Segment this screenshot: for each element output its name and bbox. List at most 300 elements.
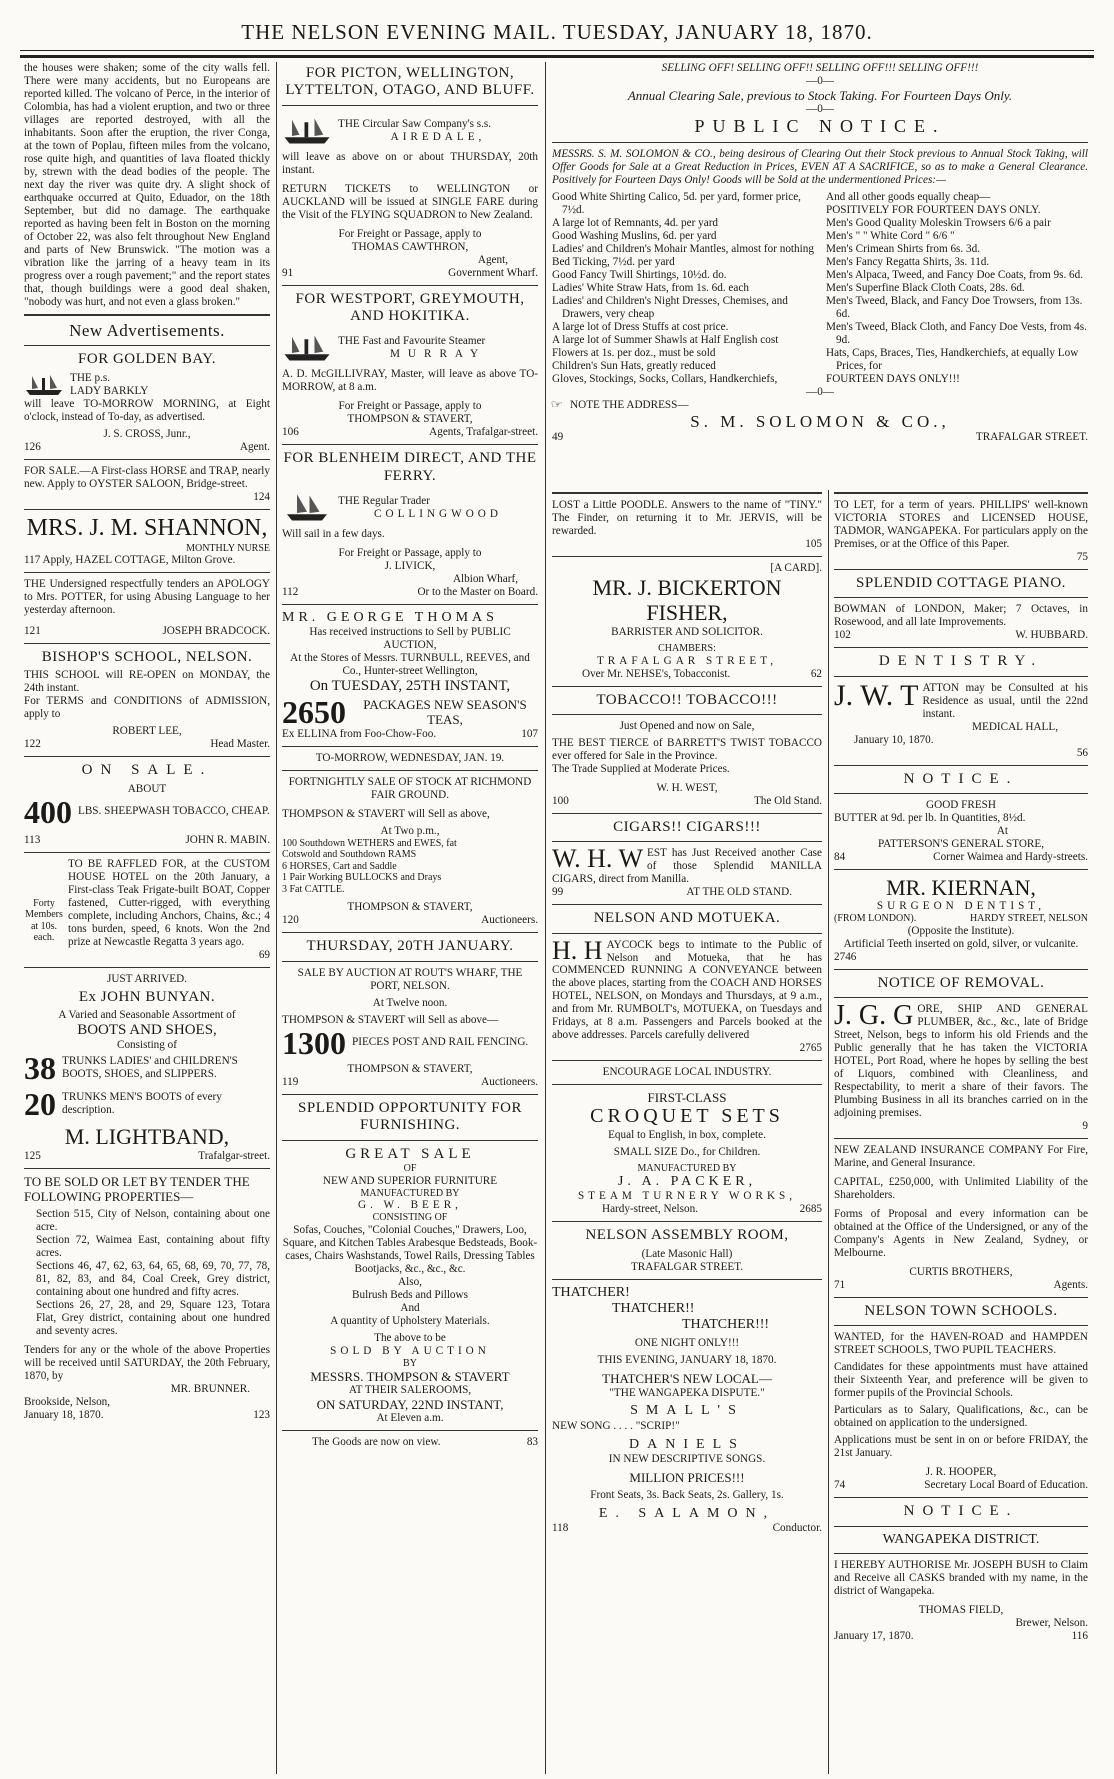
ad-number: 125 [24,1149,41,1162]
price-list-item: Men's Superfine Black Cloth Coats, 28s. 6d. [826,281,1025,294]
ad-number: 49 [552,431,564,444]
ad-address: Albion Wharf, [452,573,518,586]
ad-body: AYCOCK begs to intimate to the Public of Nelson and Motueka, that he has COMMENCED RUNNING A CONVEYANCE between the above places, starting from the COACH AND HORSES HOTEL, NELSON, on Mondays and Thursdays, at 9 a.m., and from Mr. RUMBOLT's, MOTUEKA, on Tuesdays and Fridays, at 8 a.m. Passengers and Parcels booked at the above addresses. Parcels carefully delivered [552,938,822,1042]
ad-body: 117 Apply, HAZEL COTTAGE, Milton Grove. [24,554,236,567]
ad-bishops-school [24,649,270,751]
ad-cigars [552,819,822,899]
ad-maker: J. A. PACKER, [617,1174,757,1190]
ad-body: A. D. McGILLIVRAY, Master, will leave as above TO-MORROW, at 8 a.m. [282,368,538,394]
ad-number: 119 [282,1075,299,1088]
ad-role: Agents, Trafalgar-street. [429,426,538,439]
ad-number: 113 [24,833,41,846]
ad-tobacco [552,692,822,808]
ad-wangapeka-notice [834,1503,1088,1643]
ad-heading: NOTICE. [903,770,1019,787]
ad-heading: DENTISTRY. [878,653,1044,670]
ad-heading: NELSON ASSEMBLY ROOM, [585,1227,789,1244]
ad-body: TRUNKS LADIES' and CHILDREN'S BOOTS, SHOES, and SLIPPERS. [62,1055,238,1081]
divider [834,676,1088,677]
ad-title: THATCHER!!! [682,1317,770,1333]
ad-number: 126 [24,440,41,453]
divider [24,756,270,757]
ad-body: LBS. SHEEPWASH TOBACCO, CHEAP. [78,805,270,818]
ad-signature: THOMPSON & STAVERT, [347,1062,473,1075]
ad-prices: Front Seats, 3s. Back Seats, 2s. Gallery, 1s. [590,1489,784,1501]
ad-on-sale [24,762,270,846]
ad-body: THE BEST TIERCE of BARRETT'S TWIST TOBACCO ever offered for Sale in the Province. [552,736,822,762]
ad-signature: J. S. CROSS, Junr., [103,427,191,440]
divider [24,314,270,316]
ad-heading: FOR PICTON, WELLINGTON, LYTTELTON, OTAGO, AND BLUFF. [285,65,535,99]
ad-heading: GREAT SALE [345,1145,475,1162]
ad-subheading: GOOD FRESH [926,798,996,811]
ad-number: 124 [253,490,270,503]
ad-number: 123 [253,1408,270,1421]
divider [552,1084,822,1085]
ad-heading: FOR BLENHEIM DIRECT, AND THE FERRY. [283,450,537,484]
divider [834,1526,1088,1527]
ad-heading: JUST ARRIVED. [107,972,187,985]
divider [24,459,270,460]
ad-heading: ENCOURAGE LOCAL INDUSTRY. [602,1066,772,1079]
ad-body: TO BE RAFFLED FOR, at the CUSTOM HOUSE HOTEL on the 20th January, a First-class Teak Frigate-built BOAT, Copper fastened, Cutter-rigged, with everything complete, including Anchors, Chains, &c.; 4 tons burden, speed, 6 knots. Won the 2nd prize at Newcastle Regatta 3 years ago. [68,857,270,948]
ad-westport [282,291,538,440]
ad-text: MANUFACTURED BY [360,1187,460,1199]
ad-time: At Twelve noon. [372,996,448,1009]
divider [552,714,822,715]
divider [834,1553,1088,1554]
ad-subheading: MILLION PRICES!!! [629,1469,745,1485]
news-article: the houses were shaken; some of the city walls fell. There were many accidents, but no Europeans are reported killed. The volcano of Perce, in the interior of Colombia, has had a violent eruption, and two or three villages are reported destroyed, with all the inhabitants. Soon after the eruption, the river Conga, at the town of Poplau, fifteen miles from the volcano, rose quite high, and quantities of lava floated thickly by, strewn with the dead bodies of the people. The next day the river was quite dry. A slight shock of earthquake occurred at Quito, Eduador, on the 18th September, but did no damage. The earthquake reported as having been felt in Boston on the morning of October 22, was also felt throughout New England and parts of New Brunswick. "The motion was a vibration like the jarring of a heavy team in its progress over a rough pavement;" and the report states that, though buildings were a good deal shaken, "nobody was hurt, and not even a glass broken." [24,62,270,308]
ad-body: SMALL SIZE Do., for Children. [613,1145,761,1158]
divider [282,604,538,605]
ad-signature: JOSEPH BRADCOCK. [162,625,270,638]
ad-address: HARDY STREET, NELSON [969,913,1088,925]
ad-number: 122 [24,738,41,751]
ad-body: Bulrush Beds and Pillows [352,1288,468,1301]
ad-subheading: NEW AND SUPERIOR FURNITURE [322,1174,498,1187]
ad-body: FOR SALE.—A First-class HORSE and TRAP, nearly new. Apply to OYSTER SALOON, Bridge-street. [24,464,270,490]
ad-number: 9 [1082,1120,1088,1133]
divider [834,765,1088,766]
divider [282,770,538,771]
ad-butter-notice [834,771,1088,864]
ad-role: Auctioneers. [481,914,538,927]
ad-body: Sofas, Couches, "Colonial Couches," Drawers, Loo, Square, and Kitchen Tables Arabesque Bedsteads, Book-cases, Chairs Washstands, Towel Rails, Dressing Tables Bootjacks, &c., &c., &c. [282,1223,538,1275]
ad-signature: M. LIGHTBAND, [64,1124,230,1150]
ad-sidebar: Forty Members at 10s. each. [25,897,63,944]
ad-role: Agent. [239,440,270,453]
ad-role: SURGEON DENTIST, [876,900,1046,913]
price-list-item: Men's Alpaca, Tweed, and Fancy Doe Coats, from 9s. 6d. [826,268,1084,281]
divider [24,1168,270,1169]
newspaper-title: THE NELSON EVENING MAIL. TUESDAY, JANUARY 18, 1870. [241,20,873,44]
ad-text: NEW SONG . . . . "SCRIP!" [552,1419,680,1432]
masthead-rule-thick [20,55,1094,58]
ad-number: 121 [24,625,41,638]
ad-text: MANUFACTURED BY [637,1162,737,1174]
ad-heading: SPLENDID COTTAGE PIANO. [856,574,1066,591]
ad-text: CONSISTING OF [372,1212,448,1224]
divider [834,569,1088,570]
ad-body: BOWMAN of LONDON, Maker; 7 Octaves, in Rosewood, and all late Improvements. [834,603,1088,629]
ad-item: Section 72, Waimea East, containing about fifty acres. [36,1233,270,1259]
ad-text: For Freight or Passage, apply to [338,400,482,413]
divider [552,1221,822,1222]
divider [552,904,822,905]
ad-role: BARRISTER AND SOLICITOR. [611,625,763,638]
ad-date: January 18, 1870. [24,1408,104,1421]
ad-body: Artificial Teeth inserted on gold, silver, or vulcanite. [843,937,1079,950]
ad-name: MR. GEORGE THOMAS [282,610,498,626]
ad-motueka [552,910,822,1055]
ornament: —0— [806,74,834,87]
divider [834,1138,1088,1139]
ad-initials: J. G. G [834,1000,914,1032]
ad-text: BY [403,1357,417,1369]
price-list-item: Men's Tweed, Black Cloth, and Fancy Doe Vests, from 4s. 9d. [826,320,1087,346]
price-list-item: Flowers at 1s. per doz., must be sold [552,346,716,359]
ad-item: 3 Fat CATTLE. [282,883,345,895]
steamship-icon [24,372,64,398]
quantity: 38 [24,1050,56,1087]
ad-body: THOMPSON & STAVERT will Sell as above— [282,1013,499,1026]
divider [552,841,822,842]
ad-title: CROQUET SETS [590,1105,784,1128]
price-list-item: Ladies' and Children's Night Dresses, Chemises, and Drawers, very cheap [552,294,788,320]
divider [282,932,538,933]
ornament: —0— [806,103,834,116]
ad-place: MEDICAL HALL, [972,720,1058,733]
ad-number: 83 [526,1436,538,1449]
price-list-item: Good Fancy Twill Shirtings, 10½d. do. [552,268,727,281]
ad-signature: J. R. HOOPER, [925,1466,997,1479]
ad-name: MR. KIERNAN, [886,874,1036,900]
divider [24,345,270,346]
ad-number: 118 [552,1522,569,1535]
divider [24,852,270,853]
column-3 [552,492,822,1774]
ad-body: Will sail in a few days. [282,528,385,541]
ad-subheading: FORTNIGHTLY SALE OF STOCK AT RICHMOND FAIR GROUND. [288,775,532,801]
quantity: 400 [24,793,72,830]
ship-name: COLLINGWOOD [374,508,502,521]
ad-body: Particulars as to Salary, Qualifications, &c., can be obtained on application to the undersigned. [834,1404,1088,1430]
ad-text: Consisting of [117,1039,177,1052]
ad-date: ON SATURDAY, 22ND INSTANT, [316,1397,504,1413]
ad-text: For Freight or Passage, apply to [338,227,482,240]
ad-assembly-room [552,1227,822,1535]
price-list-item: A large lot of Remnants, 4d. per yard [552,216,719,229]
ad-initials: J. W. T [834,678,919,712]
ad-text: AT THEIR SALEROOMS, [348,1384,472,1397]
ad-signature: MR. BRUNNER. [170,1382,250,1395]
ad-signature: W. H. WEST, [656,781,718,794]
ad-number: 116 [1071,1629,1088,1642]
ad-heading: BISHOP'S SCHOOL, NELSON. [41,649,253,666]
ad-text: OF [403,1162,417,1174]
ad-role: Head Master. [210,738,270,751]
ad-heading: NOTICE OF REMOVAL. [877,974,1045,991]
ad-routs-wharf [282,938,538,1088]
ad-body: THOMPSON & STAVERT will Sell as above, [282,807,490,820]
ad-body: TRUNKS MEN'S BOOTS of every description. [62,1091,222,1117]
ad-signature: ROBERT LEE, [112,725,182,738]
divider [552,813,822,814]
ad-intro: THE Fast and Favourite Steamer [338,335,486,348]
ad-text: ABOUT [127,782,167,795]
ad-item: 100 Southdown WETHERS and EWES, fat [282,837,457,849]
ad-role: Auctioneers. [481,1075,538,1088]
column-divider [276,62,277,1774]
ad-body: ORE, SHIP AND GENERAL PLUMBER, &c., &c., late of Bridge Street, Nelson, begs to inform his old Friends and the Public generally that he has taken the VICTORIA HOTEL, Port Road, where he hopes by selling the best of Liquors, combined with Cleanliness, and Respectability, to merit a share of their favors. The Plumbing Business in all its branches carried on in the adjoining premises. [834,1003,1088,1120]
ad-body: NEW ZEALAND INSURANCE COMPANY For Fire, Marine, and General Insurance. [834,1144,1088,1170]
ad-body: Has received instructions to Sell by PUBLIC AUCTION, [309,626,511,652]
ship-name: AIREDALE, [390,130,486,143]
price-list-item: Ladies' White Straw Hats, from 1s. 6d. each [552,281,749,294]
ad-body: Applications must be sent in on or before FRIDAY, the 21st January. [834,1434,1088,1460]
ad-firm: S. M. SOLOMON & CO., [690,411,950,431]
price-list-item: A large lot of Dress Stuffs at cost price. [552,320,729,333]
ad-text: A Varied and Seasonable Assortment of [58,1008,236,1021]
divider [282,285,538,286]
price-list-item: Hats, Caps, Braces, Ties, Handkerchiefs, at equally Low Prices, for [826,346,1079,372]
ad-text: ONE NIGHT ONLY!!! [634,1337,740,1350]
ad-text: The above to be [374,1331,446,1344]
ad-item: Cotswold and Southdown RAMS [282,849,417,861]
divider [282,1430,538,1431]
ad-initials: H. H [552,935,603,965]
ad-number: 84 [834,850,846,863]
column-1 [24,62,270,1774]
divider [24,509,270,510]
divider [552,142,1088,143]
ad-heading: TOBACCO!! TOBACCO!!! [596,691,778,708]
schooner-icon [282,488,332,528]
ad-subheading: Just Opened and now on Sale, [619,719,755,732]
divider [552,492,822,494]
divider [24,643,270,644]
divider [834,969,1088,970]
ad-signature: JOHN R. MABIN. [185,833,270,846]
ad-fisher [552,562,822,681]
ad-heading: FOR WESTPORT, GREYMOUTH, AND HOKITIKA. [295,290,525,325]
ad-subheading: THATCHER'S NEW LOCAL— [602,1371,772,1387]
ad-address: Trafalgar-street. [198,1149,270,1162]
ad-removal [834,975,1088,1133]
ad-body: will leave as above on or about THURSDAY, 20th instant. [282,150,538,176]
ad-role: MONTHLY NURSE [186,542,270,554]
ad-body: will leave TO-MORROW MORNING, at Eight o'clock, instead of To-day, as advertised. [24,397,270,423]
ad-richmond [282,752,538,928]
ad-signature: W. HUBBARD. [1015,629,1088,642]
ad-body: At the Stores of Messrs. TURNBULL, REEVES, and Co., Hunter-street Wellington, [290,652,530,678]
ad-body: PACKAGES NEW SEASON'S TEAS, [363,696,527,727]
ad-signature: THOMAS CAWTHRON, [351,240,469,253]
price-list-item: Gloves, Stockings, Socks, Collars, Handkerchiefs, [552,372,778,385]
ad-firm: STEAM TURNERY WORKS, [577,1190,797,1203]
ad-picton [282,65,538,280]
ad-body: EST has Just Received another Case of those Splendid MANILLA CIGARS, direct from Manilla. [552,847,822,886]
ad-body: LOST a Little POODLE. Answers to the name of "TINY." The Finder, on returning it to Mr. JERVIS, will be rewarded. [552,499,822,537]
ad-date: THIS EVENING, JANUARY 18, 1870. [597,1354,777,1367]
ad-body: WANTED, for the HAVEN-ROAD and HAMPDEN STREET SCHOOLS, TWO PUPIL TEACHERS. [834,1331,1088,1357]
price-list-left [552,191,814,386]
ad-number: 62 [810,667,822,680]
ad-body: CAPITAL, £250,000, with Unlimited Liability of the Shareholders. [834,1176,1088,1202]
ad-number: 105 [805,537,822,550]
price-list-item: Good White Shirting Calico, 5d. per yard, former price, 7½d. [552,190,801,216]
ad-intro: THE Regular Trader [338,495,430,508]
ad-town-schools [834,1303,1088,1492]
ad-banner: SELLING OFF! SELLING OFF!! SELLING OFF!!! SELLING OFF!!! [661,62,979,74]
column-divider [545,62,546,1774]
ad-address: TRAFALGAR STREET. [630,1260,744,1273]
divider [282,444,538,445]
ad-heading: CIGARS!! CIGARS!!! [613,818,761,835]
ad-number: 2746 [834,950,857,963]
ad-item: Sections 26, 27, 28, and 29, Square 123, Totara Flat, Grey district, containing about one hundred and seventy acres. [36,1298,270,1337]
ad-body: PIECES POST AND RAIL FENCING. [352,1036,529,1049]
ad-date: January 17, 1870. [834,1629,914,1642]
ad-body: RETURN TICKETS to WELLINGTON or AUCKLAND will be issued at SINGLE FARE during the Visit of the FLYING SQUADRON to New Zealand. [282,182,538,221]
ad-lost-poodle [552,499,822,551]
ad-maker: G. W. BEER, [358,1199,462,1212]
ad-heading: SOLD BY AUCTION [330,1344,490,1357]
ad-firm: MESSRS. THOMPSON & STAVERT [310,1369,510,1385]
ad-heading: BOOTS AND SHOES, [77,1021,217,1038]
ad-label: [A CARD]. [770,561,822,574]
ad-furniture-sale [282,1100,538,1449]
ad-address: Or to the Master on Board. [417,586,538,599]
ad-piano [834,575,1088,642]
ad-item: Sections 46, 47, 62, 63, 64, 65, 68, 69, 70, 77, 78, 81, 82, 83, and 84, Coal Creek, Grey district, containing about one hundred and fifty acres. [36,1259,270,1298]
ad-solomon [552,62,1088,492]
ad-title: THATCHER!! [612,1300,695,1316]
ad-role: Agents. [1053,1279,1088,1292]
ad-blenheim [282,450,538,599]
ad-body: Equal to English, in box, complete. [608,1128,766,1141]
ad-intro: THE Circular Saw Company's s.s. [338,117,492,130]
ad-item: Section 515, City of Nelson, containing about one acre. [36,1207,270,1233]
ad-address: Government Wharf. [448,266,538,279]
ad-time: At Eleven a.m. [376,1412,444,1425]
price-list-item: Ladies' and Children's Mohair Mantles, almost for nothing [552,242,814,255]
divider [834,647,1088,648]
price-list-item: Men's Crimean Shirts from 6s. 3d. [826,242,980,255]
ad-body: BUTTER at 9d. per lb. In Quantities, 8½d. [834,811,1026,824]
ad-heading: FOR GOLDEN BAY. [78,351,216,368]
steamship-icon [282,111,332,151]
ad-number: 106 [282,426,299,439]
ad-heading: THURSDAY, 20TH JANUARY. [306,938,514,955]
price-list-item: Bed Ticking, 7½d. per yard [552,255,675,268]
ad-signature: CURTIS BROTHERS, [909,1266,1013,1279]
column-divider [828,490,829,1774]
column-2 [282,62,538,1774]
price-list-item: A large lot of Summer Shawls at Half English cost [552,333,779,346]
ad-text: Also, [398,1275,422,1288]
ad-for-sale [24,465,270,504]
ad-role: Agent, [477,253,508,266]
price-list [552,191,1088,386]
quantity: 2650 [282,693,346,730]
ad-firm: PATTERSON'S GENERAL STORE, [877,837,1045,850]
ad-tender [24,1174,270,1422]
divider [24,572,270,573]
ad-body: Tenders for any or the whole of the above Properties will be received until SATURDAY, the 20th February, 1870, by [24,1343,270,1382]
ad-number: 102 [834,629,851,642]
ad-text: Ex ELLINA from Foo-Chow-Foo. [282,727,437,740]
steamship-icon [282,328,332,368]
ad-signature: E. SALAMON, [598,1505,776,1521]
ad-signature: J. LIVICK, [384,560,436,573]
divider [282,746,538,747]
ad-heading: SPLENDID OPPORTUNITY FOR FURNISHING. [298,1099,522,1134]
price-list-right [826,191,1088,386]
ad-john-bunyan [24,973,270,1163]
ad-title: THATCHER! [552,1284,630,1300]
price-list-item: Children's Sun Hats, greatly reduced [552,359,716,372]
ad-time: At Two p.m., [380,824,440,837]
ad-heading: NELSON TOWN SCHOOLS. [864,1303,1058,1319]
ad-intro: THE p.s. [70,371,111,384]
ad-heading: NELSON AND MOTUEKA. [593,910,781,927]
ad-croquet [552,1066,822,1216]
divider [834,597,1088,598]
ad-place: Brookside, Nelson, [24,1395,111,1408]
ad-signature: THOMAS FIELD, [918,1603,1004,1616]
ad-body: TO LET, for a term of years. PHILLIPS' well-known VICTORIA STORES and LICENSED HOUSE, TADMOR, WANGAPEKA. For particulars apply on the Premises, or at the Office of this Paper. [834,499,1088,550]
price-list-item: Good Washing Muslins, 6d. per yard [552,229,717,242]
divider [834,492,1088,494]
ad-number: 71 [834,1279,846,1292]
ad-address: The Old Stand. [753,794,822,807]
ad-number: 2765 [799,1042,822,1055]
ad-role: Conductor. [772,1522,822,1535]
ad-text: The Goods are now on view. [312,1436,441,1449]
ad-role: Secretary Local Board of Education. [924,1479,1088,1492]
ad-dentistry [834,653,1088,759]
ad-performer: SMALL'S [630,1403,744,1419]
ornament: —0— [806,385,834,398]
ad-body: THE Undersigned respectfully tenders an APOLOGY to Mrs. POTTER, for using Abusing Language to her yesterday afternoon. [24,578,270,617]
ad-text: At [996,824,1008,837]
divider [552,1279,822,1280]
ad-address: AT THE OLD STAND. [686,886,792,899]
ad-text: IN NEW DESCRIPTIVE SONGS. [608,1452,766,1465]
ad-insurance [834,1144,1088,1292]
price-list-item: POSITIVELY FOR FOURTEEN DAYS ONLY. [826,203,1041,216]
ad-number: 56 [1076,746,1088,759]
ad-name: MRS. J. M. SHANNON, [26,514,268,541]
ad-body: I HEREBY AUTHORISE Mr. JOSEPH BUSH to Claim and Receive all CASKS branded with my name, in the district of Wangapeka. [834,1558,1088,1597]
ad-body: The Trade Supplied at Moderate Prices. [552,762,730,775]
price-list-item: Men's Tweed, Black, and Fancy Doe Trowsers, from 13s. 6d. [826,294,1083,320]
ad-body: THIS SCHOOL will RE-OPEN on MONDAY, the 24th instant. [24,669,270,695]
divider [552,1060,822,1061]
ad-signature: THOMPSON & STAVERT, [347,413,473,426]
ad-item: 6 HORSES, Cart and Saddle [282,860,397,872]
ad-heading: PUBLIC NOTICE. [694,116,946,137]
ad-number: 75 [1076,550,1088,563]
section-heading: New Advertisements. [69,320,225,340]
ad-golden-bay [24,351,270,453]
ad-initials: W. H. W [552,844,643,874]
ad-number: 99 [552,886,564,899]
ad-text: (Opposite the Institute). [907,924,1015,937]
masthead-rule [20,50,1094,51]
